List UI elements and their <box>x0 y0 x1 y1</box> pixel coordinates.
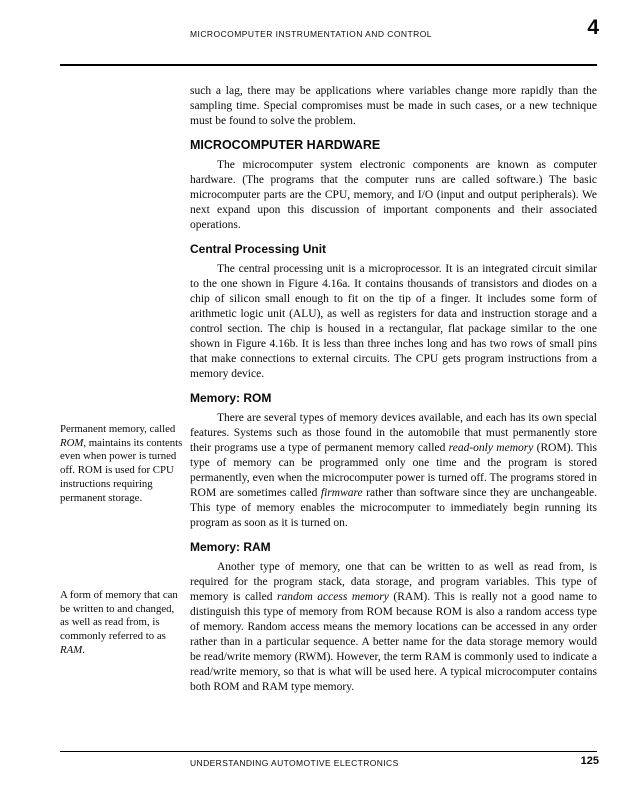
header-rule <box>60 64 597 66</box>
heading-memory-rom: Memory: ROM <box>190 391 272 405</box>
running-title: MICROCOMPUTER INSTRUMENTATION AND CONTROL <box>190 29 432 39</box>
book-title: UNDERSTANDING AUTOMOTIVE ELECTRONICS <box>190 758 399 768</box>
paragraph-cpu: The central processing unit is a microprocessor. It is an integrated circuit similar to the one shown in Figure 4.16a. It contains thousands of transistors and diodes on a chip of silicon small enough to fit on the tip of a finger. It includes some form of arithmetic logic unit (ALU), as well as registers for data and instruction storage and a control section. The chip is housed in a rectangular, flat package similar to the one shown in Figure 4.16b. It is less than three inches long and has two rows of small pins that make connections to external circuits. The CPU gets program instructions from a memory device. <box>190 263 597 380</box>
margin-note-ram: A form of memory that can be written to and changed, as well as read from, is commonly referred to as RAM. <box>60 589 178 656</box>
margin-note-rom: Permanent memory, called ROM, maintains its contents even when power is turned off. ROM is used for CPU instructions requiring permanent storage. <box>60 423 183 504</box>
heading-memory-ram: Memory: RAM <box>190 540 271 554</box>
paragraph-sampling-continued: such a lag, there may be applications where variables change more rapidly than the sampling time. Special compromises must be made in such cases, or a new technique must be found to solve the problem. <box>190 85 597 127</box>
paragraph-ram: Another type of memory, one that can be written to as well as read from, is required for the program stack, data storage, and program variables. This type of memory is called random access memory (RAM). This is really not a good name to distinguish this type of memory from ROM because ROM is also a random access type of memory. Random access means the memory locations can be accessed in any order rather than in a particular sequence. A better name for the data storage memory would be read/write memory (RWM). However, the term RAM is commonly used to indicate a read/write memory, so that is what will be used here. A typical microcomputer contains both ROM and RAM type memory. <box>190 561 597 693</box>
chapter-number: 4 <box>587 16 599 39</box>
body-column <box>190 84 597 695</box>
heading-microcomputer-hardware: MICROCOMPUTER HARDWARE <box>190 138 381 152</box>
page-number: 125 <box>580 755 599 767</box>
paragraph-rom: There are several types of memory devices available, and each has its own special features. Systems such as those found in the automobile that must permanently store their programs use a type of permanent memory called read-only memory (ROM). This type of memory can be programmed only one time and the program is stored permanently, even when the microcomputer power is turned off. The programs stored in ROM are sometimes called firmware rather than software since they are unchangeable. This type of memory enables the microcomputer to immediately begin running its program as soon as it is turned on. <box>190 412 597 529</box>
paragraph-hardware: The microcomputer system electronic components are known as computer hardware. (The programs that the computer runs are called software.) The basic microcomputer parts are the CPU, memory, and I/O (input and output peripherals). We next expand upon this discussion of important components and their associated operations. <box>190 159 597 231</box>
heading-central-processing-unit: Central Processing Unit <box>190 242 327 256</box>
footer-rule <box>60 751 597 752</box>
